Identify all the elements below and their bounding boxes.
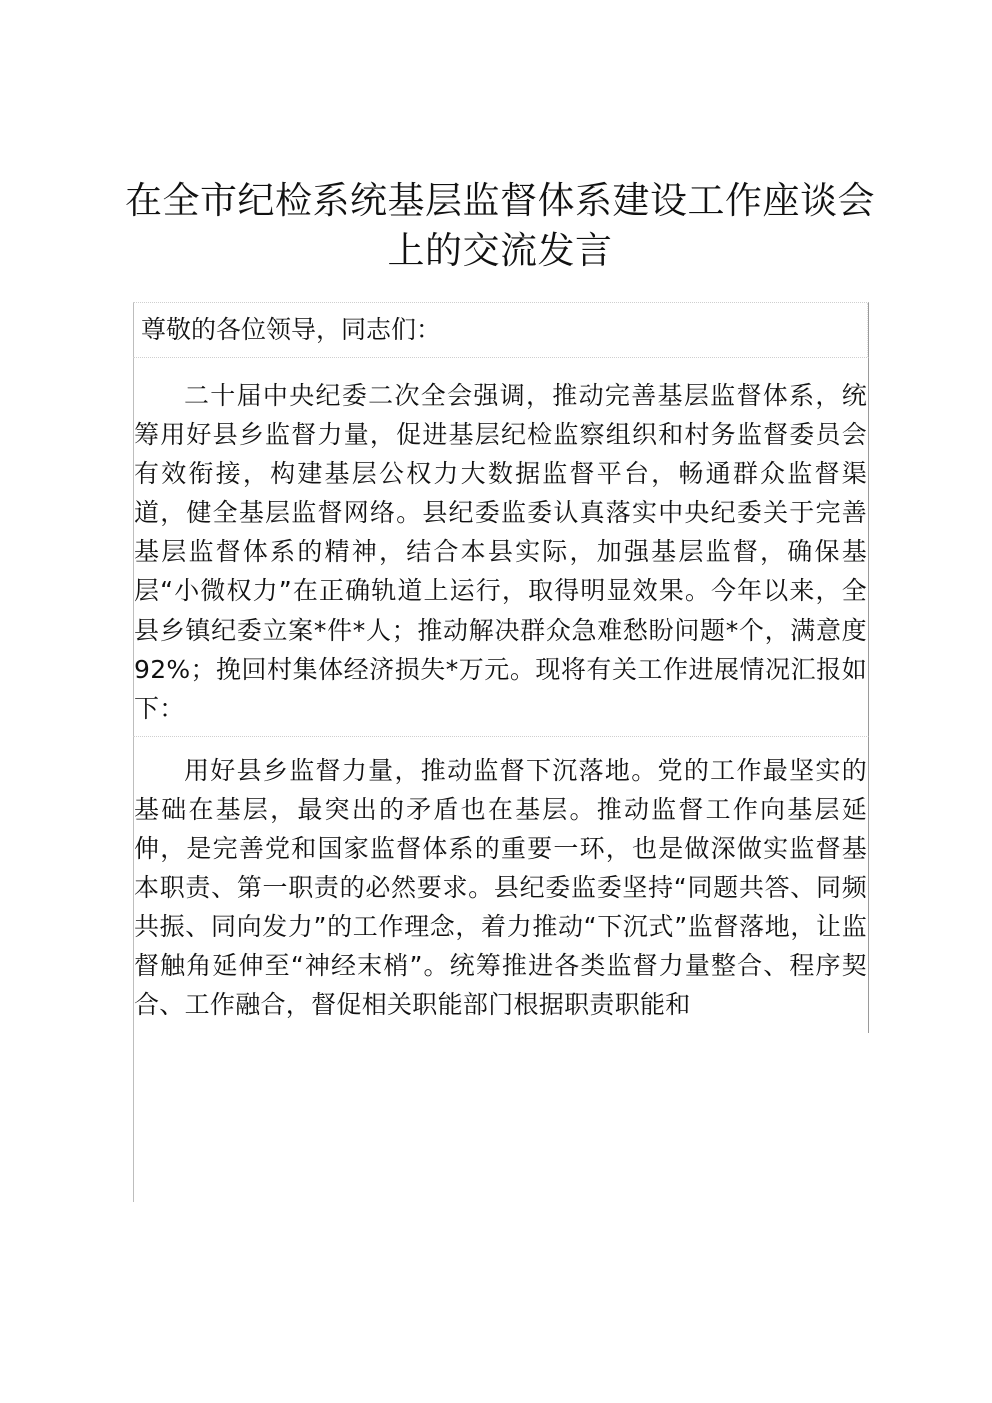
paragraph-section-1 <box>133 357 869 736</box>
paragraph: 二十届中央纪委二次全会强调，推动完善基层监督体系，统筹用好县乡监督力量，促进基层纪检监察组织和村务监督委员会有效衔接，构建基层公权力大数据监督平台，畅通群众监督渠道，健全基层监督网络。县纪委监委认真落实中央纪委关于完善基层监督体系的精神，结合本县实际，加强基层监督，确保基层“小微权力”在正确轨道上运行，取得明显效果。今年以来，全县乡镇纪委立案*件*人；推动解决群众急难愁盼问题*个，满意度92%；挽回村集体经济损失*万元。现将有关工作进展情况汇报如下： <box>134 381 867 723</box>
document-body <box>133 302 869 1033</box>
paragraph-section-2 <box>133 736 869 1033</box>
salutation: 尊敬的各位领导，同志们： <box>133 303 868 357</box>
salutation-section <box>133 302 869 357</box>
paragraph: 用好县乡监督力量，推动监督下沉落地。党的工作最坚实的基础在基层，最突出的矛盾也在基层。推动监督工作向基层延伸，是完善党和国家监督体系的重要一环，也是做深做实监督基本职责、第一职责的必然要求。县纪委监委坚持“同题共答、同频共振、同向发力”的工作理念，着力推动“下沉式”监督落地，让监督触角延伸至“神经末梢”。统筹推进各类监督力量整合、程序契合、工作融合，督促相关职能部门根据职责职能和 <box>134 755 867 1020</box>
document-title: 在全市纪检系统基层监督体系建设工作座谈会上的交流发言 <box>125 179 875 272</box>
